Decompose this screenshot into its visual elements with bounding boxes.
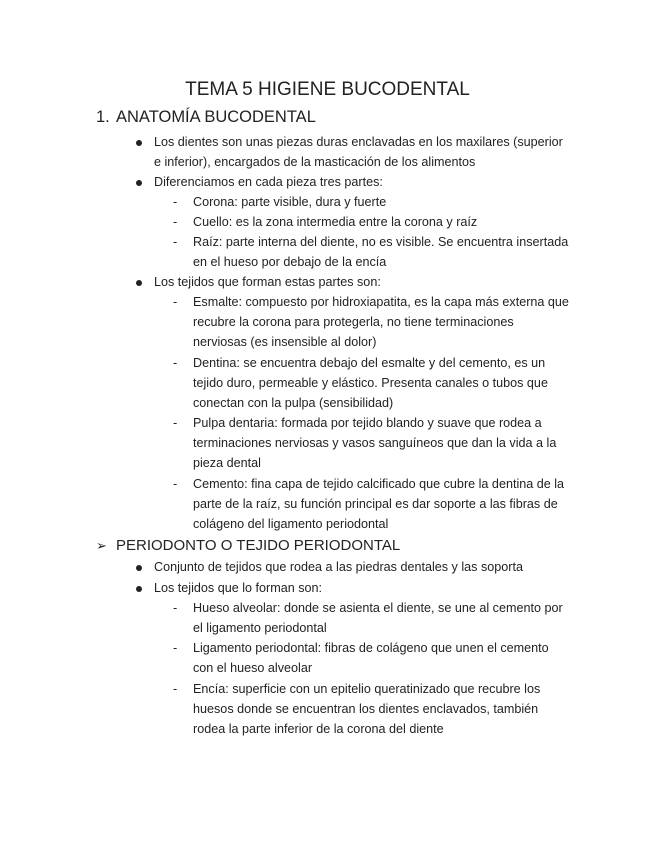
list-item-text: Los tejidos que forman estas partes son: [154, 275, 381, 289]
sub-item-text: colágeno del ligamento periodontal [193, 517, 389, 531]
sub-item-text: huesos donde se encuentran los dientes enclavados, también [193, 702, 539, 716]
bullet-dot [136, 180, 142, 186]
sub-item-text: el ligamento periodontal [193, 621, 327, 635]
dash-marker: - [173, 195, 178, 209]
list-item-text: Diferenciamos en cada pieza tres partes: [154, 175, 383, 189]
sub-item-text: pieza dental [193, 456, 261, 470]
dash-marker: - [173, 601, 178, 615]
sub-item-text: terminaciones nerviosas y vasos sanguíneos que dan la vida a la [193, 436, 557, 450]
bullet-dot [136, 140, 142, 146]
bullet-dot [136, 586, 142, 592]
list-item-text: Conjunto de tejidos que rodea a las piedras dentales y las soporta [154, 560, 523, 574]
sub-item-text: Raíz: parte interna del diente, no es visible. Se encuentra insertada [193, 235, 569, 249]
dash-marker: - [173, 477, 178, 491]
sub-item-text: en el hueso por debajo de la encía [193, 255, 387, 269]
section-heading-text: PERIODONTO O TEJIDO PERIODONTAL [116, 537, 401, 554]
dash-marker: - [173, 215, 178, 229]
section-number: 1. [96, 108, 110, 126]
sub-item-text: Pulpa dentaria: formada por tejido blando y suave que rodea a [193, 416, 542, 430]
dash-marker: - [173, 356, 178, 370]
list-item-text: e inferior), encargados de la masticación de los alimentos [154, 155, 476, 169]
dash-marker: - [173, 641, 178, 655]
arrowhead-icon: ➢ [96, 538, 107, 553]
sub-item-text: nerviosas (es insensible al dolor) [193, 335, 377, 349]
sub-item-text: Esmalte: compuesto por hidroxiapatita, es la capa más externa que [193, 295, 569, 309]
sub-item-text: Cuello: es la zona intermedia entre la corona y raíz [193, 215, 478, 229]
dash-marker: - [173, 235, 178, 249]
section-heading-text: ANATOMÍA BUCODENTAL [116, 108, 316, 126]
sub-item-text: Dentina: se encuentra debajo del esmalte y del cemento, es un [193, 356, 546, 370]
dash-marker: - [173, 416, 178, 430]
sub-item-text: Hueso alveolar: donde se asienta el diente, se une al cemento por [193, 601, 563, 615]
sub-item-text: recubre la corona para protegerla, no tiene terminaciones [193, 315, 514, 329]
dash-marker: - [173, 295, 178, 309]
sub-item-text: Corona: parte visible, dura y fuerte [193, 195, 387, 209]
sub-item-text: Ligamento periodontal: fibras de colágeno que unen el cemento [193, 641, 549, 655]
sub-item-text: Encía: superficie con un epitelio queratinizado que recubre los [193, 682, 541, 696]
section-heading-anatomia [96, 106, 316, 128]
sub-item-text: Cemento: fina capa de tejido calcificado que cubre la dentina de la [193, 477, 565, 491]
sub-item-text: rodea la parte inferior de la corona del diente [193, 722, 444, 736]
sub-item-text: parte de la raíz, su función principal es dar soporte a las fibras de [193, 497, 558, 511]
list-item-text: Los dientes son unas piezas duras enclavadas en los maxilares (superior [154, 135, 563, 149]
section-heading-periodonto [96, 535, 400, 557]
bullet-dot [136, 565, 142, 571]
bullet-dot [136, 280, 142, 286]
document-title: TEMA 5 HIGIENE BUCODENTAL [185, 79, 470, 100]
sub-item-text: con el hueso alveolar [193, 661, 313, 675]
dash-marker: - [173, 682, 178, 696]
list-item-text: Los tejidos que lo forman son: [154, 581, 323, 595]
sub-item-text: conectan con la pulpa (sensibilidad) [193, 396, 394, 410]
sub-item-text: tejido duro, permeable y elástico. Presenta canales o tubos que [193, 376, 548, 390]
